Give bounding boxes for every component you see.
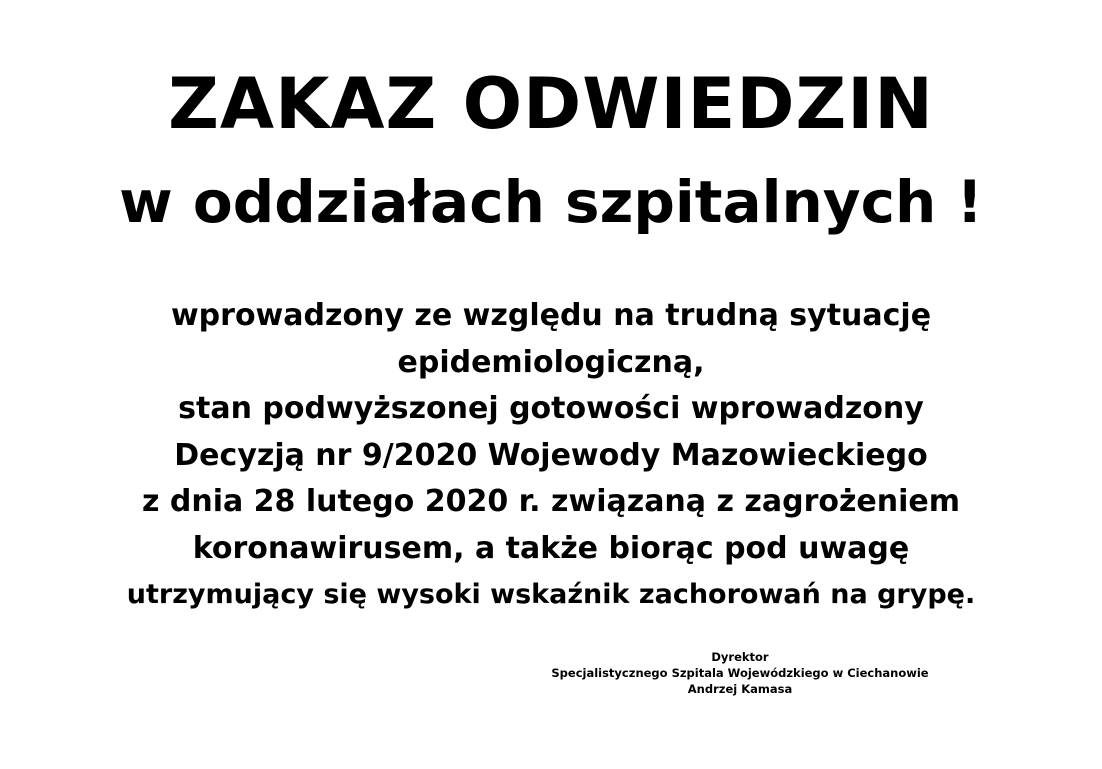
notice-title: ZAKAZ ODWIEDZIN bbox=[168, 63, 934, 145]
notice-body-line: Decyzją nr 9/2020 Wojewody Mazowieckiego bbox=[174, 437, 928, 473]
signature-name: Andrzej Kamasa bbox=[687, 682, 793, 696]
notice-body-line: utrzymujący się wysoki wskaźnik zachorowań na grypę. bbox=[126, 579, 976, 610]
signature-role: Dyrektor bbox=[711, 650, 769, 664]
signature-institution: Specjalistycznego Szpitala Wojewódzkiego w Ciechanowie bbox=[551, 666, 929, 680]
signature-block bbox=[540, 649, 940, 697]
notice-body bbox=[0, 293, 1102, 619]
notice-subtitle: w oddziałach szpitalnych ! bbox=[119, 168, 983, 236]
notice-body-line: epidemiologiczną, bbox=[397, 344, 705, 380]
notice-body-line: koronawirusem, a także biorąc pod uwagę bbox=[192, 530, 910, 566]
notice-body-line: wprowadzony ze względu na trudną sytuację bbox=[170, 298, 932, 333]
notice-body-line: stan podwyższonej gotowości wprowadzony bbox=[178, 391, 924, 426]
notice-body-line: z dnia 28 lutego 2020 r. związaną z zagrożeniem bbox=[141, 484, 961, 519]
